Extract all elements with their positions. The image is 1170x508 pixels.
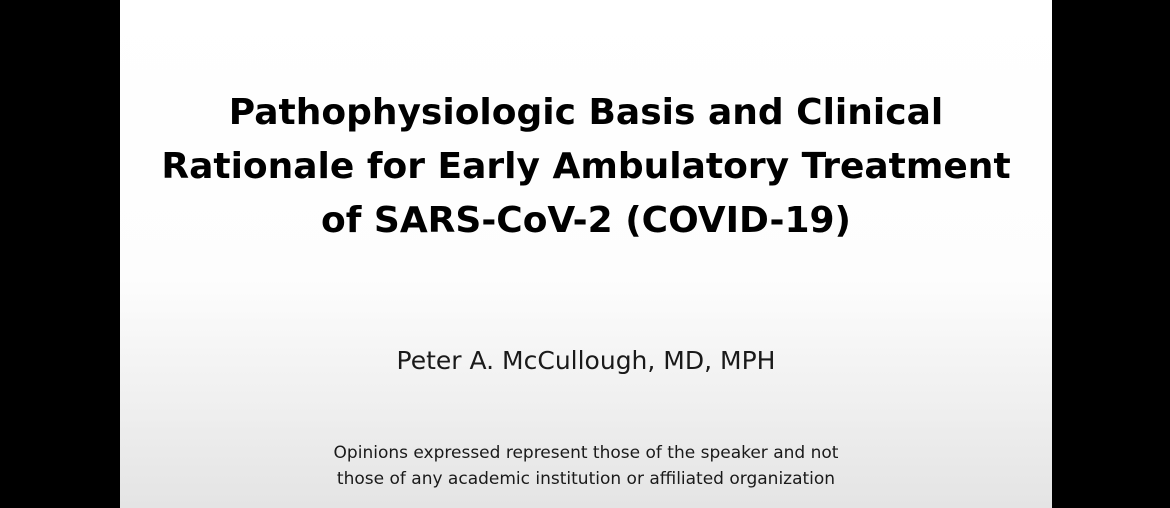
slide-author: Peter A. McCullough, MD, MPH bbox=[396, 346, 776, 375]
slide-disclaimer bbox=[120, 440, 1052, 492]
letterbox-left bbox=[0, 0, 60, 508]
slide-disclaimer-line: those of any academic institution or affiliated organization bbox=[336, 469, 836, 489]
slide-title-line: Rationale for Early Ambulatory Treatment bbox=[161, 146, 1011, 187]
letterbox-right bbox=[1052, 0, 1170, 508]
slide-title bbox=[120, 86, 1052, 248]
slide-disclaimer-line: Opinions expressed represent those of the speaker and not bbox=[333, 443, 839, 463]
slide-title-line: Pathophysiologic Basis and Clinical bbox=[228, 92, 944, 133]
slide-title-line: of SARS-CoV-2 (COVID-19) bbox=[320, 200, 852, 241]
presentation-slide bbox=[120, 0, 1052, 508]
